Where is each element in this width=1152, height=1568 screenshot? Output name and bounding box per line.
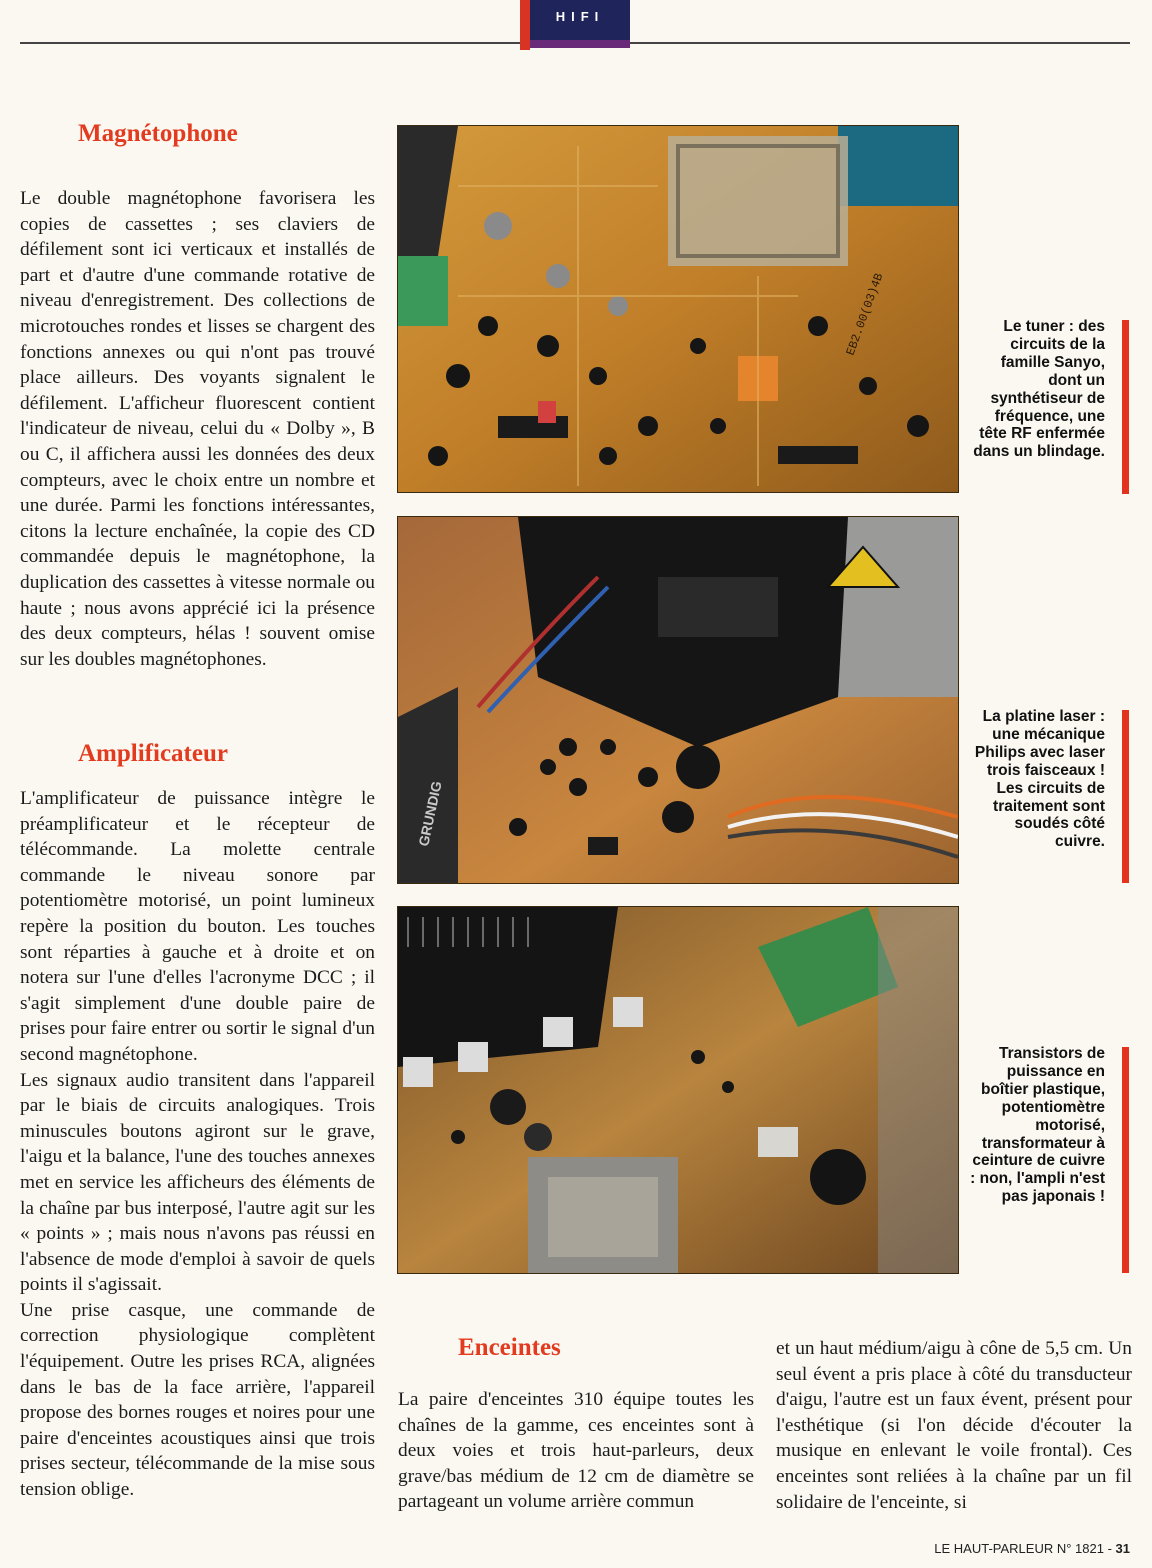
section-tab-underline xyxy=(530,40,630,48)
paragraph: Une prise casque, une commande de correction physiologique complètent l'équipement. Outre les prises RCA, alignées dans le bas de la face arrière, l'appareil propose des bornes rouges et noires pour une paire d'enceintes acoustiques ainsi que trois prises secteur, télécommande de la mise sous tension oblige. xyxy=(20,1299,375,1501)
text-enceintes xyxy=(398,1387,754,1515)
paragraph: Les signaux audio transitent dans l'appareil par le biais de circuits analogiques. Trois minuscules boutons agiront sur le grave, l'aigu et la balance, l'une des touches annexes met en service les afficheurs des éléments de la chaîne par bus interposé, l'autre agit sur les « points » ; mais nous n'avons pas réussi en l'absence de mode d'emploi à savoir de quels points il s'agissait. xyxy=(20,1069,375,1296)
caption-tuner-bar xyxy=(1122,320,1129,494)
heading-enceintes: Enceintes xyxy=(458,1334,561,1361)
heading-amplificateur: Amplificateur xyxy=(78,740,228,767)
photo-laser-deck xyxy=(397,516,959,884)
section-label: HIFI xyxy=(530,0,630,40)
text-amplificateur xyxy=(20,786,375,1503)
photo-amplifier xyxy=(397,906,959,1274)
grundig-label: GRUNDIG xyxy=(415,779,445,848)
paragraph: et un haut médium/aigu à cône de 5,5 cm. Un seul évent a pris place à côté du transducteur d'aigu, l'autre est un faux évent, présent pour l'esthétique (si l'on décide d'écouter la musique en enlevant le voile frontal). Ces enceintes sont reliées à la chaîne par un fil solidaire de l'enceinte, si xyxy=(776,1338,1132,1513)
text-enceintes-continued xyxy=(776,1336,1132,1515)
page-number: 31 xyxy=(1115,1541,1130,1556)
photo-tuner-board xyxy=(397,125,959,493)
caption-tuner: Le tuner : des circuits de la famille Sanyo, dont un synthétiseur de fréquence, une tête RF enfermée dans un blindage. xyxy=(973,318,1105,461)
publication-name: LE HAUT-PARLEUR N° 1821 - xyxy=(934,1541,1116,1556)
caption-laser: La platine laser : une mécanique Philips avec laser trois faisceaux ! Les circuits de traitement sont soudés côté cuivre. xyxy=(974,708,1105,851)
section-tab-accent xyxy=(520,0,530,50)
text-magnetophone xyxy=(20,186,375,672)
page-footer xyxy=(934,1541,1130,1556)
paragraph: Le double magnétophone favorisera les copies de cassettes ; ses claviers de défilement sont ici verticaux et installés de part et d'autre d'une commande rotative de niveau d'enregistrement. Des collections de microtouches rondes et lisses se chargent des fonctions annexes ou qui n'ont pas trouvé place ailleurs. Des voyants signalent le défilement. L'afficheur fluorescent contient l'indicateur de niveau, celui du « Dolby », B ou C, il affichera aussi les données des deux compteurs, avec le choix entre un nombre et une durée. Parmi les fonctions intéressantes, citons la lecture enchaînée, la copie des CD commandée depuis le magnétophone, la duplication des cassettes à vitesse normale ou haute ; nous avons apprécié ici la présence des deux compteurs, hélas ! souvent omise sur les doubles magnétophones. xyxy=(20,188,375,670)
section-tab xyxy=(520,0,630,50)
paragraph: L'amplificateur de puissance intègre le préamplificateur et le récepteur de télécommande. La molette centrale commande le niveau sonore par potentiomètre motorisé, un point lumineux repère la position du bouton. Les touches sont réparties à gauche et à droite et on notera sur l'une d'elles l'acronyme DCC ; il s'agit simplement d'une double paire de prises pour faire entrer ou sortir le signal d'un second magnétophone. xyxy=(20,788,375,1065)
heading-magnetophone: Magnétophone xyxy=(78,120,238,147)
caption-amplifier-bar xyxy=(1122,1047,1129,1273)
paragraph: La paire d'enceintes 310 équipe toutes les chaînes de la gamme, ces enceintes sont à deux voies et trois haut-parleurs, deux grave/bas médium de 12 cm de diamètre se partageant un volume arrière commun xyxy=(398,1389,754,1513)
caption-amplifier: Transistors de puissance en boîtier plastique, potentiomètre motorisé, transformateur à ceinture de cuivre : non, l'ampli n'est pas japonais ! xyxy=(970,1045,1105,1206)
caption-laser-bar xyxy=(1122,710,1129,883)
tuner-board-marking: EB2.00(03)4B xyxy=(843,271,887,358)
